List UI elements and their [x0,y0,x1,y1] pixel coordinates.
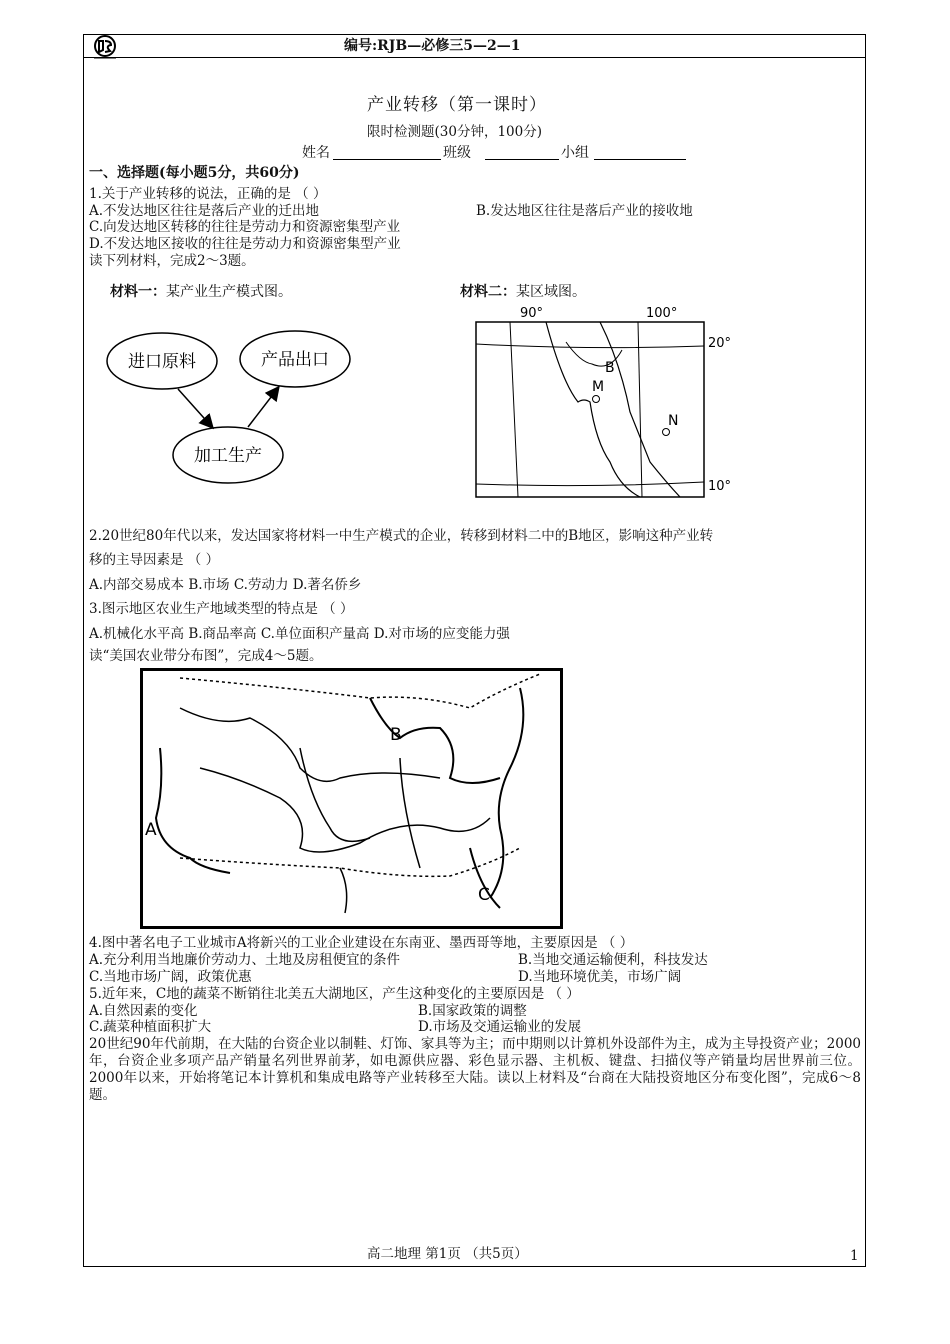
document-code: 编号:RJB—必修三5—2—1 [344,38,521,54]
map-lat-10: 10° [708,479,732,494]
node-import-label: 进口原料 [128,352,196,372]
q1-option-b[interactable]: B.发达地区往往是落后产业的接收地 [476,203,693,219]
name-blank[interactable] [333,159,441,160]
material1-caption [110,284,292,301]
map-label-m: M [592,379,605,395]
map-lon-90: 90° [520,306,544,321]
q4-option-b[interactable]: B.当地交通运输便利，科技发达 [518,952,708,968]
material1-caption-bold: 材料一： [110,284,166,300]
q4-option-d[interactable]: D.当地环境优美，市场广阔 [518,969,682,985]
arrow-import-to-process [178,389,212,427]
q1-option-d[interactable]: D.不发达地区接收的往往是劳动力和资源密集型产业 [89,236,401,252]
header-divider [83,57,866,58]
material2-caption-bold: 材料二： [460,284,516,300]
q1-option-a[interactable]: A.不发达地区往往是落后产业的迁出地 [89,203,320,219]
usmap-label-a: A [145,820,157,840]
map-label-b: B [605,360,615,376]
production-mode-diagram [100,325,360,485]
q4-option-c[interactable]: C.当地市场广阔，政策优惠 [89,969,252,985]
page-title: 产业转移（第一课时） [367,95,547,115]
q5-option-d[interactable]: D.市场及交通运输业的发展 [418,1019,582,1035]
q5-option-a[interactable]: A.自然因素的变化 [89,1003,198,1019]
group-label: 小组 [561,145,589,161]
page-subtitle: 限时检测题(30分钟，100分) [367,124,542,140]
q4-option-a[interactable]: A.充分利用当地廉价劳动力、土地及房租便宜的条件 [89,952,401,968]
map-lon-100: 100° [646,306,678,321]
group-blank[interactable] [594,159,686,160]
q1-option-c[interactable]: C.向发达地区转移的往往是劳动力和资源密集型产业 [89,219,401,235]
class-blank[interactable] [485,159,559,160]
q5-stem: 5.近年来，C地的蔬菜不断销往北美五大湖地区，产生这种变化的主要原因是 （ ） [89,986,580,1002]
node-export-label: 产品出口 [261,350,329,370]
usmap-label-c: C [478,885,490,905]
q3-options[interactable]: A.机械化水平高 B.商品率高 C.单位面积产量高 D.对市场的应变能力强 [89,626,510,642]
material2-caption-text: 某区域图。 [516,284,586,300]
map-label-n: N [668,413,679,429]
us-agriculture-map [140,668,565,932]
q2-stem-line1: 2.20世纪80年代以来，发达国家将材料一中生产模式的企业，转移到材料二中的B地区，影响这种产业转 [89,528,714,544]
footer-center: 高二地理 第1页 （共5页） [367,1246,528,1262]
material1-caption-text: 某产业生产模式图。 [166,284,292,300]
node-process-label: 加工生产 [194,446,262,466]
footer-page-number: 1 [850,1248,859,1264]
class-label: 班级 [443,145,471,161]
reading-passage: 20世纪90年代前期，在大陆的台资企业以制鞋、灯饰、家具等为主；而中期则以计算机外设部件为主，成为主导投资产业；2000年，台资企业多项产品产销量名列世界前茅，如电源供应器、彩色显示器、主机板、键盘、扫描仪等产销量均居世界前三位。2000年以来，开始将笔记本计算机和集成电路等产业转移至大陆。读以上材料及“台商在大陆投资地区分布变化图”，完成6～8题。 [89,1036,861,1103]
q1-stem: 1.关于产业转移的说法，正确的是 （ ） [89,186,327,202]
q2-stem-line2: 移的主导因素是 （ ） [89,552,220,568]
material2-caption [460,284,586,301]
section-heading: 一、选择题(每小题5分，共60分) [89,165,300,181]
q3-stem: 3.图示地区农业生产地域类型的特点是 （ ） [89,601,354,617]
usmap-label-b: B [390,725,402,745]
name-label: 姓名 [302,145,330,161]
region-map [470,302,740,502]
q2-options[interactable]: A.内部交易成本 B.市场 C.劳动力 D.著名侨乡 [89,577,362,593]
map-point-n [663,429,670,436]
map-point-m [593,396,600,403]
q5-option-b[interactable]: B.国家政策的调整 [418,1003,527,1019]
read-instruction-1: 读下列材料，完成2～3题。 [89,253,255,269]
arrow-process-to-export [248,388,278,427]
map-lat-20: 20° [708,336,732,351]
read-instruction-2: 读“美国农业带分布图”，完成4～5题。 [89,648,323,664]
q4-stem: 4.图中著名电子工业城市A将新兴的工业企业建设在东南亚、墨西哥等地，主要原因是 （ ） [89,935,634,951]
q5-option-c[interactable]: C.蔬菜种植面积扩大 [89,1019,212,1035]
